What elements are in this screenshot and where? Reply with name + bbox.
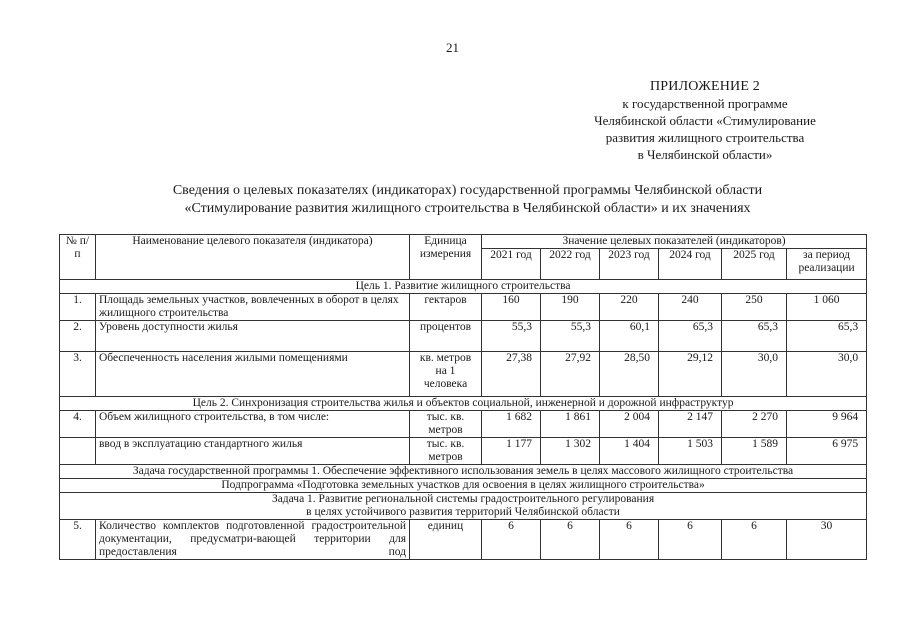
row-name: Уровень доступности жилья (96, 321, 410, 352)
table-row (60, 294, 867, 321)
row-value: 250 (722, 294, 787, 321)
row-num: 5. (60, 520, 96, 560)
title-line: «Стимулирование развития жилищного строительства в Челябинской области» и их значениях (184, 201, 751, 216)
indicators-table (59, 234, 867, 560)
row-value: 6 (541, 520, 600, 560)
row-value: 1 861 (541, 411, 600, 438)
appendix-heading: ПРИЛОЖЕНИЕ 2 (649, 79, 761, 94)
row-value: 2 270 (722, 411, 787, 438)
row-value: 6 (600, 520, 659, 560)
header-year: 2024 год (659, 249, 722, 280)
header-row (60, 235, 867, 249)
row-value: 1 589 (722, 438, 787, 465)
row-value: 6 (482, 520, 541, 560)
title-line: Сведения о целевых показателях (индикаторах) государственной программы Челябинской области (172, 183, 763, 198)
row-value: 1 060 (787, 294, 867, 321)
header-values: Значение целевых показателей (индикаторов) (482, 235, 867, 249)
row-value: 1 177 (482, 438, 541, 465)
row-name: Площадь земельных участков, вовлеченных в оборот в целях жилищного строительства (96, 294, 410, 321)
section-row (60, 280, 867, 294)
table-row (60, 438, 867, 465)
row-name: Объем жилищного строительства, в том числе: (96, 411, 410, 438)
row-value: 2 147 (659, 411, 722, 438)
header-period: за период реализации (787, 249, 867, 280)
task-1 (60, 493, 867, 520)
row-value: 65,3 (659, 321, 722, 352)
table-row (60, 520, 867, 560)
header-year: 2023 год (600, 249, 659, 280)
row-name: Количество комплектов подготовленной градостроительной документации, предусматри-вающей территории для предоставления под (96, 520, 410, 560)
table-row (60, 352, 867, 397)
row-unit: тыс. кв. метров (410, 411, 482, 438)
row-value: 30 (787, 520, 867, 560)
row-num: 2. (60, 321, 96, 352)
row-value: 65,3 (787, 321, 867, 352)
row-num: 4. (60, 411, 96, 438)
row-value: 190 (541, 294, 600, 321)
header-num: № п/п (60, 235, 96, 280)
header-name: Наименование целевого показателя (индикатора) (96, 235, 410, 280)
row-unit: тыс. кв. метров (410, 438, 482, 465)
row-value: 30,0 (787, 352, 867, 397)
page-number: 21 (446, 40, 459, 55)
row-value: 6 975 (787, 438, 867, 465)
row-value: 6 (659, 520, 722, 560)
row-name: Обеспеченность населения жилыми помещениями (96, 352, 410, 397)
row-value: 60,1 (600, 321, 659, 352)
row-num: 1. (60, 294, 96, 321)
row-unit: процентов (410, 321, 482, 352)
section-row (60, 465, 867, 479)
row-value: 1 503 (659, 438, 722, 465)
row-num (60, 438, 96, 465)
table-row (60, 411, 867, 438)
row-value: 160 (482, 294, 541, 321)
row-name: ввод в эксплуатацию стандартного жилья (96, 438, 410, 465)
appendix-line: к государственной программе (622, 96, 788, 111)
row-value: 1 404 (600, 438, 659, 465)
row-value: 27,38 (482, 352, 541, 397)
goal-2: Цель 2. Синхронизация строительства жилья и объектов социальной, инженерной и дорожной инфраструктур (60, 397, 867, 411)
row-value: 30,0 (722, 352, 787, 397)
header-year: 2021 год (482, 249, 541, 280)
row-value: 29,12 (659, 352, 722, 397)
row-value: 2 004 (600, 411, 659, 438)
subprogram-title: Подпрограмма «Подготовка земельных участков для освоения в целях жилищного строительства» (60, 479, 867, 493)
section-row (60, 493, 867, 520)
row-num: 3. (60, 352, 96, 397)
row-unit: гектаров (410, 294, 482, 321)
task-program-1: Задача государственной программы 1. Обеспечение эффективного использования земель в целях массового жилищного строительства (60, 465, 867, 479)
section-row (60, 397, 867, 411)
row-value: 27,92 (541, 352, 600, 397)
task-1-line: Задача 1. Развитие региональной системы градостроительного регулирования (271, 493, 655, 505)
task-1-line: в целях устойчивого развития территорий Челябинской области (306, 506, 620, 518)
row-value: 220 (600, 294, 659, 321)
appendix-block (540, 78, 870, 163)
row-value: 240 (659, 294, 722, 321)
row-value: 1 682 (482, 411, 541, 438)
section-row (60, 479, 867, 493)
row-unit: единиц (410, 520, 482, 560)
table-row (60, 321, 867, 352)
document-title (60, 182, 875, 218)
header-unit: Единица измерения (410, 235, 482, 280)
header-year: 2025 год (722, 249, 787, 280)
row-value: 55,3 (482, 321, 541, 352)
row-value: 6 (722, 520, 787, 560)
row-value: 9 964 (787, 411, 867, 438)
row-value: 28,50 (600, 352, 659, 397)
appendix-line: развития жилищного строительства (605, 130, 805, 145)
row-value: 1 302 (541, 438, 600, 465)
appendix-line: Челябинской области «Стимулирование (594, 113, 816, 128)
row-value: 55,3 (541, 321, 600, 352)
row-value: 65,3 (722, 321, 787, 352)
header-year: 2022 год (541, 249, 600, 280)
goal-1: Цель 1. Развитие жилищного строительства (60, 280, 867, 294)
appendix-line: в Челябинской области» (637, 147, 773, 162)
row-unit: кв. метров на 1 человека (410, 352, 482, 397)
